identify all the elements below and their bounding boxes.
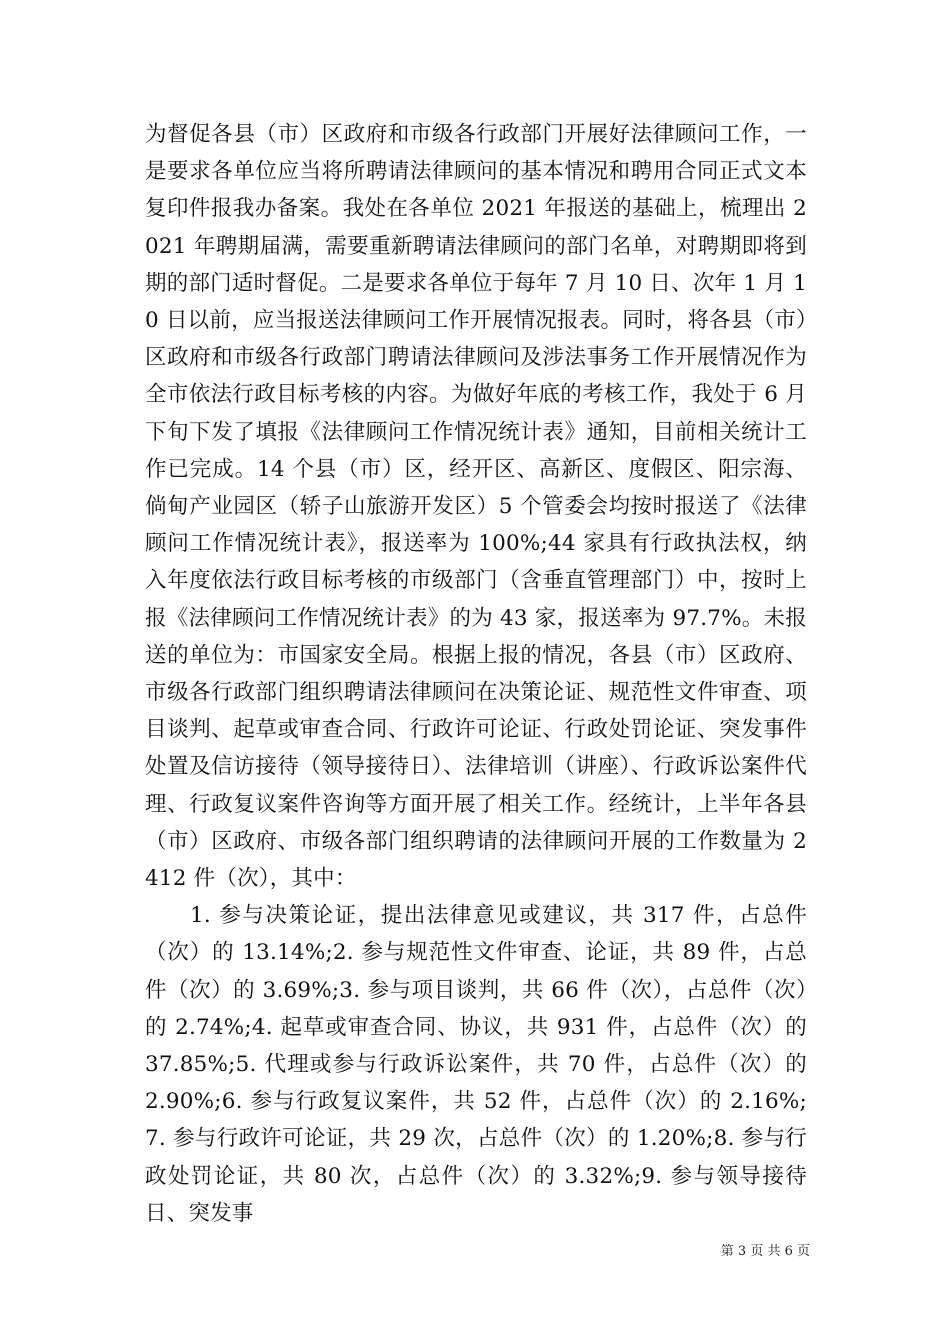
paragraph-statistics-list: 1. 参与决策论证，提出法律意见或建议，共 317 件，占总件（次）的 13.14%;2. 参与规范性文件审查、论证，共 89 件，占总件（次）的 3.69%;3. 参与项目谈判，共 66 件（次），占总件（次）的 2.74%;4. 起草或审查合同、协议，共 931 件，占总件（次）的 37.85%;5. 代理或参与行政诉讼案件，共 70 件，占总件（次）的 2.90%;6. 参与行政复议案件，共 52 件，占总件（次）的 2.16%;7. 参与行政许可论证，共 29 次，占总件（次）的 1.20%;8. 参与行政处罚论证，共 80 次，占总件（次）的 3.32%;9. 参与领导接待日、突发事 [145, 903, 807, 1226]
document-body [145, 116, 807, 1232]
paragraph-intro: 为督促各县（市）区政府和市级各行政部门开展好法律顾问工作，一是要求各单位应当将所聘请法律顾问的基本情况和聘用合同正式文本复印件报我办备案。我处在各单位 2021 年报送的基础上，梳理出 2021 年聘期届满，需要重新聘请法律顾问的部门名单，对聘期即将到期的部门适时督促。二是要求各单位于每年 7 月 10 日、次年 1 月 10 日以前，应当报送法律顾问工作开展情况报表。同时，将各县（市）区政府和市级各行政部门聘请法律顾问及涉法事务工作开展情况作为全市依法行政目标考核的内容。为做好年底的考核工作，我处于 6 月下旬下发了填报《法律顾问工作情况统计表》通知，目前相关统计工作已完成。14 个县（市）区，经开区、高新区、度假区、阳宗海、倘甸产业园区（轿子山旅游开发区）5 个管委会均按时报送了《法律顾问工作情况统计表》，报送率为 100%;44 家具有行政执法权，纳入年度依法行政目标考核的市级部门（含垂直管理部门）中，按时上报《法律顾问工作情况统计表》的为 43 家，报送率为 97.7%。未报送的单位为：市国家安全局。根据上报的情况，各县（市）区政府、市级各行政部门组织聘请法律顾问在决策论证、规范性文件审查、项目谈判、起草或审查合同、行政许可论证、行政处罚论证、突发事件处置及信访接待（领导接待日）、法律培训（讲座）、行政诉讼案件代理、行政复议案件咨询等方面开展了相关工作。经统计，上半年各县（市）区政府、市级各部门组织聘请的法律顾问开展的工作数量为 2412 件（次），其中： [145, 122, 807, 892]
page-number-footer: 第 3 页 共 6 页 [720, 1244, 810, 1259]
